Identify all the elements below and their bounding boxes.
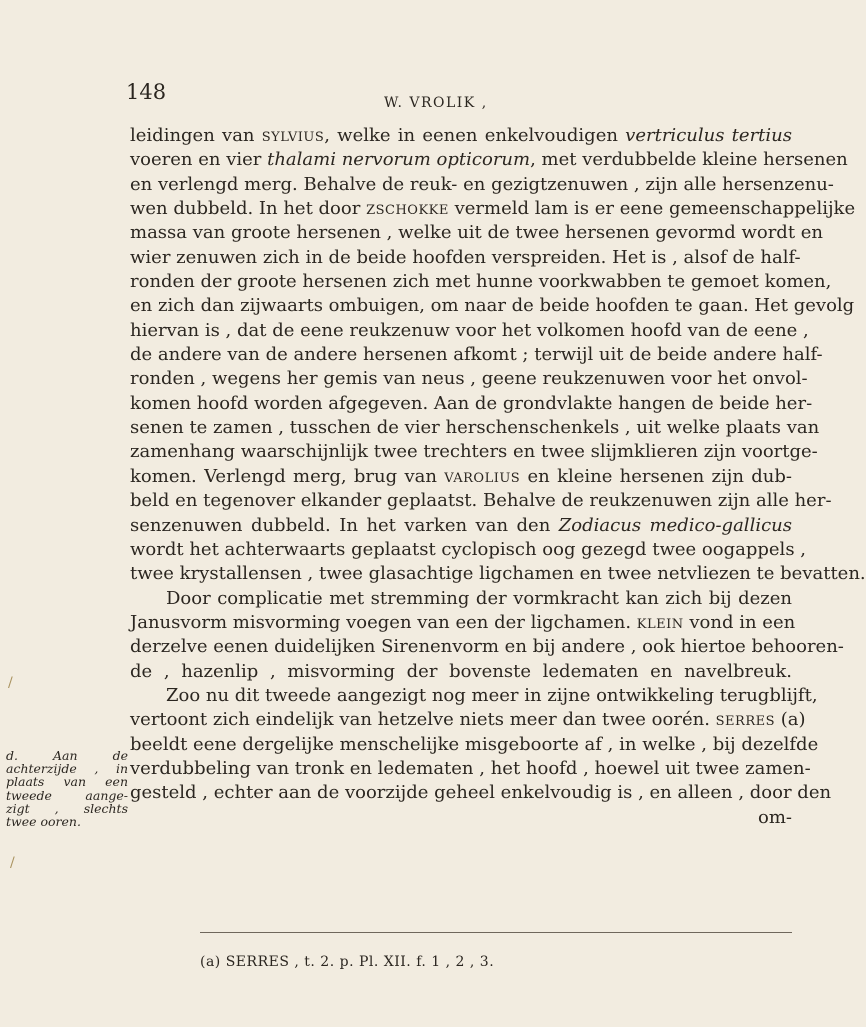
footnote-rule bbox=[200, 932, 792, 933]
text-line bbox=[130, 660, 792, 684]
text-run: zamenhang waarschijnlijk twee trechters en twee slijmklieren zijn voortge- bbox=[130, 441, 818, 463]
text-run: en kleine hersenen zijn dub- bbox=[520, 465, 792, 487]
italic-term: thalami nervorum opticorum bbox=[267, 149, 531, 171]
text-run: , met verdubbelde kleine hersenen bbox=[530, 149, 848, 171]
body-text bbox=[130, 124, 866, 830]
text-run: senzenuwen dubbeld. In het varken van den bbox=[130, 514, 559, 536]
text-run: hiervan is , dat de eene reukzenuw voor het volkomen hoofd van de eene , bbox=[130, 319, 809, 341]
text-line bbox=[130, 367, 808, 391]
text-line bbox=[130, 440, 818, 464]
text-run: derzelve eenen duidelijken Sirenenvorm en bij andere , ook hiertoe behooren- bbox=[130, 636, 844, 658]
margin-note bbox=[6, 749, 128, 828]
text-line bbox=[130, 708, 806, 732]
text-line bbox=[130, 294, 855, 318]
margin-note-line: achterzijde , in bbox=[6, 761, 128, 777]
text-line bbox=[130, 489, 832, 513]
footnote: (a) SERRES , t. 2. p. Pl. XII. f. 1 , 2 , 3. bbox=[200, 954, 495, 970]
text-run: ronden der groote hersenen zich met hunne voorkwabben te gemoet komen, bbox=[130, 271, 832, 293]
text-run: beeldt eene dergelijke menschelijke misgeboorte af , in welke , bij dezelfde bbox=[130, 733, 819, 755]
text-run: Janusvorm misvorming voegen van een der ligchamen. bbox=[130, 611, 637, 633]
text-run: wen dubbeld. In het door bbox=[130, 198, 367, 220]
text-line bbox=[130, 757, 811, 781]
margin-note-line: zigt , slechts bbox=[6, 800, 128, 816]
text-run: (a) bbox=[775, 709, 806, 731]
text-line bbox=[130, 587, 792, 611]
text-line bbox=[130, 221, 824, 245]
margin-note-line: tweede aange- bbox=[6, 787, 128, 803]
text-run: voeren en vier bbox=[130, 149, 268, 171]
text-line bbox=[130, 684, 818, 708]
text-run: , welke in eenen enkelvoudigen bbox=[324, 125, 626, 146]
text-run: om- bbox=[758, 806, 792, 828]
text-line bbox=[130, 562, 866, 586]
text-line bbox=[130, 392, 813, 416]
text-run: leidingen van bbox=[130, 125, 262, 146]
text-run: en zich dan zijwaarts ombuigen, om naar de beide hoofden te gaan. Het gevolg bbox=[130, 295, 855, 317]
text-line bbox=[130, 465, 792, 489]
text-line bbox=[130, 270, 832, 294]
author-name: serres bbox=[715, 709, 776, 731]
margin-note-line: plaats van een bbox=[6, 774, 128, 790]
pencil-mark-tick: / bbox=[8, 675, 13, 691]
text-line bbox=[130, 611, 796, 635]
text-run: beld en tegenover elkander geplaatst. Behalve de reukzenuwen zijn alle her- bbox=[130, 490, 832, 512]
text-line bbox=[130, 538, 806, 562]
running-head: W. VROLIK , bbox=[384, 95, 488, 111]
text-run: gesteld , echter aan de voorzijde geheel enkelvoudig is , en alleen , door den bbox=[130, 782, 832, 804]
text-run: ronden , wegens her gemis van neus , geene reukzenuwen voor het onvol- bbox=[130, 368, 808, 390]
text-run: komen. Verlengd merg, brug van bbox=[130, 465, 445, 487]
text-line bbox=[130, 806, 792, 830]
text-run: vond in een bbox=[683, 611, 796, 633]
italic-term: vertriculus tertius bbox=[625, 125, 792, 146]
pencil-mark-check: / bbox=[10, 855, 15, 871]
text-run: vermeld lam is er eene gemeenschappelijke bbox=[448, 198, 856, 220]
text-run: de andere van de andere hersenen afkomt ; terwijl uit de beide andere half- bbox=[130, 344, 823, 366]
text-line bbox=[130, 781, 832, 805]
author-name: varolius bbox=[444, 465, 521, 487]
text-run: senen te zamen , tusschen de vier herschenschenkels , uit welke plaats van bbox=[130, 417, 820, 439]
text-run: wordt het achterwaarts geplaatst cyclopisch oog gezegd twee oogappels , bbox=[130, 538, 806, 560]
text-line bbox=[130, 635, 844, 659]
text-line bbox=[130, 416, 820, 440]
text-run: vertoont zich eindelijk van hetzelve niets meer dan twee oorén. bbox=[130, 709, 716, 731]
text-run: twee krystallensen , twee glasachtige ligchamen en twee netvliezen te bevatten. bbox=[130, 563, 866, 585]
text-line bbox=[130, 124, 792, 148]
italic-term: Zodiacus medico-gallicus bbox=[558, 514, 792, 536]
text-run: en verlengd merg. Behalve de reuk- en gezigtzenuwen , zijn alle hersenzenu- bbox=[130, 173, 834, 195]
page-number: 148 bbox=[126, 80, 167, 104]
margin-note-line: twee ooren. bbox=[6, 814, 81, 830]
margin-note-line: d. Aan de bbox=[6, 748, 128, 763]
text-line bbox=[130, 148, 848, 172]
text-run: de , hazenlip , misvorming der bovenste ledematen en navelbreuk. bbox=[130, 660, 792, 682]
text-line bbox=[130, 319, 809, 343]
text-line bbox=[130, 246, 801, 270]
text-line bbox=[130, 197, 856, 221]
text-run: Door complicatie met stremming der vormkracht kan zich bij dezen bbox=[166, 587, 792, 609]
author-name: zschokke bbox=[366, 198, 449, 220]
text-run: massa van groote hersenen , welke uit de twee hersenen gevormd wordt en bbox=[130, 222, 824, 244]
text-run: komen hoofd worden afgegeven. Aan de grondvlakte hangen de beide her- bbox=[130, 392, 813, 414]
text-line bbox=[130, 173, 834, 197]
text-run: Zoo nu dit tweede aangezigt nog meer in zijne ontwikkeling terugblijft, bbox=[166, 684, 818, 706]
author-name: klein bbox=[636, 611, 684, 633]
author-name: sylvius bbox=[261, 125, 325, 146]
text-run: verdubbeling van tronk en ledematen , het hoofd , hoewel uit twee zamen- bbox=[130, 757, 811, 779]
text-line bbox=[130, 343, 823, 367]
text-run: wier zenuwen zich in de beide hoofden verspreiden. Het is , alsof de half- bbox=[130, 246, 801, 268]
text-line bbox=[130, 733, 819, 757]
text-line bbox=[130, 514, 792, 538]
